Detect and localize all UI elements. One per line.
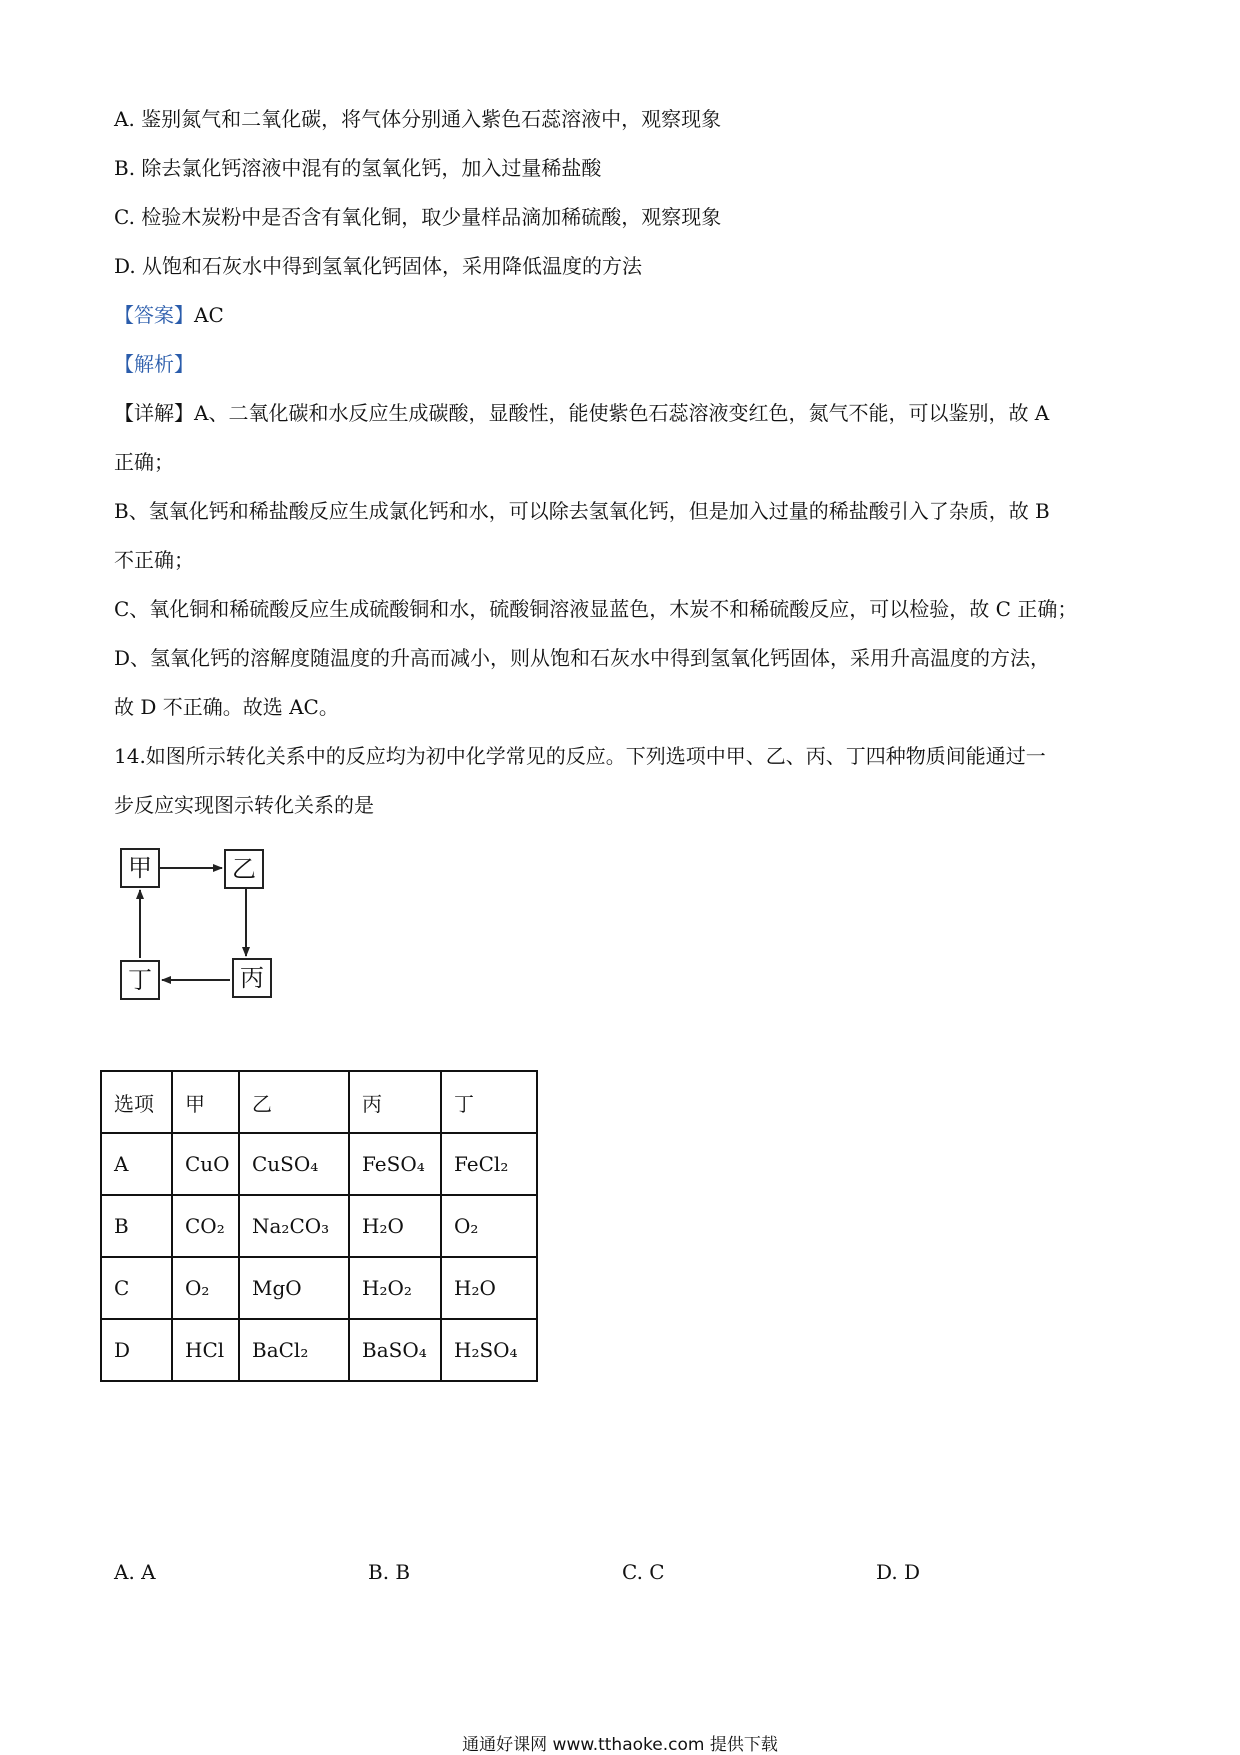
table-cell: BaCl₂ — [239, 1319, 349, 1381]
table-cell: H₂O₂ — [349, 1257, 441, 1319]
box-jia: 甲 — [120, 848, 160, 888]
table-header-cell: 丁 — [441, 1071, 537, 1133]
table-row — [101, 1133, 537, 1195]
detail-line-5: C、氧化铜和稀硫酸反应生成硫酸铜和水，硫酸铜溶液显蓝色，木炭不和稀硫酸反应，可以检验，故 C 正确； — [114, 597, 1078, 621]
table-cell: C — [101, 1257, 172, 1319]
detail-line-7: 故 D 不正确。故选 AC。 — [114, 695, 339, 719]
choice-d: D. D — [876, 1560, 921, 1584]
table-row — [101, 1319, 537, 1381]
table-cell: HCl — [172, 1319, 239, 1381]
table-cell: CO₂ — [172, 1195, 239, 1257]
table-cell: B — [101, 1195, 172, 1257]
table-header-cell: 选项 — [101, 1071, 172, 1133]
choice-a: A. A — [114, 1560, 156, 1584]
option-line-c: C. 检验木炭粉中是否含有氧化铜，取少量样品滴加稀硫酸，观察现象 — [114, 205, 722, 229]
table-cell: O₂ — [441, 1195, 537, 1257]
table-cell: H₂SO₄ — [441, 1319, 537, 1381]
detail-line-4: 不正确； — [114, 548, 194, 572]
detail-line-6: D、氢氧化钙的溶解度随温度的升高而减小，则从饱和石灰水中得到氢氧化钙固体，采用升高温度的方法， — [114, 646, 1051, 670]
table-header-cell: 乙 — [239, 1071, 349, 1133]
option-line-d: D. 从饱和石灰水中得到氢氧化钙固体，采用降低温度的方法 — [114, 254, 643, 278]
table-cell: D — [101, 1319, 172, 1381]
table-header-cell: 丙 — [349, 1071, 441, 1133]
detail-line-2: 正确； — [114, 450, 174, 474]
box-yi: 乙 — [224, 849, 264, 889]
table-header-row — [101, 1071, 537, 1133]
table-header-cell: 甲 — [172, 1071, 239, 1133]
table-cell: FeCl₂ — [441, 1133, 537, 1195]
box-ding: 丁 — [120, 960, 160, 1000]
box-bing: 丙 — [232, 958, 272, 998]
table-cell: CuSO₄ — [239, 1133, 349, 1195]
answer-label: 【答案】 — [114, 303, 194, 327]
table-cell: FeSO₄ — [349, 1133, 441, 1195]
footer-watermark: 通通好课网 www.tthaoke.com 提供下载 — [462, 1735, 778, 1755]
answer-value: AC — [194, 303, 224, 327]
table-cell: H₂O — [349, 1195, 441, 1257]
options-table — [100, 1070, 538, 1382]
diagram-arrows — [0, 0, 300, 1020]
table-cell: H₂O — [441, 1257, 537, 1319]
table-row — [101, 1257, 537, 1319]
table-row — [101, 1195, 537, 1257]
table-cell: O₂ — [172, 1257, 239, 1319]
choice-c: C. C — [622, 1560, 665, 1584]
table-cell: CuO — [172, 1133, 239, 1195]
choice-b: B. B — [368, 1560, 411, 1584]
question-stem-line-1: 14.如图所示转化关系中的反应均为初中化学常见的反应。下列选项中甲、乙、丙、丁四种物质间能通过一 — [114, 744, 1046, 768]
table-cell: BaSO₄ — [349, 1319, 441, 1381]
question-stem-line-2: 步反应实现图示转化关系的是 — [114, 793, 374, 817]
table-cell: MgO — [239, 1257, 349, 1319]
detail-text-1: A、二氧化碳和水反应生成碳酸，显酸性，能使紫色石蕊溶液变红色，氮气不能，可以鉴别，故 A — [194, 401, 1050, 425]
detail-label: 【详解】 — [114, 401, 194, 425]
table-cell: A — [101, 1133, 172, 1195]
option-line-a: A. 鉴别氮气和二氧化碳，将气体分别通入紫色石蕊溶液中，观察现象 — [114, 107, 722, 131]
detail-line-3: B、氢氧化钙和稀盐酸反应生成氯化钙和水，可以除去氢氧化钙，但是加入过量的稀盐酸引入了杂质，故 B — [114, 499, 1050, 523]
analysis-label: 【解析】 — [114, 352, 194, 376]
option-line-b: B. 除去氯化钙溶液中混有的氢氧化钙，加入过量稀盐酸 — [114, 156, 602, 180]
table-cell: Na₂CO₃ — [239, 1195, 349, 1257]
